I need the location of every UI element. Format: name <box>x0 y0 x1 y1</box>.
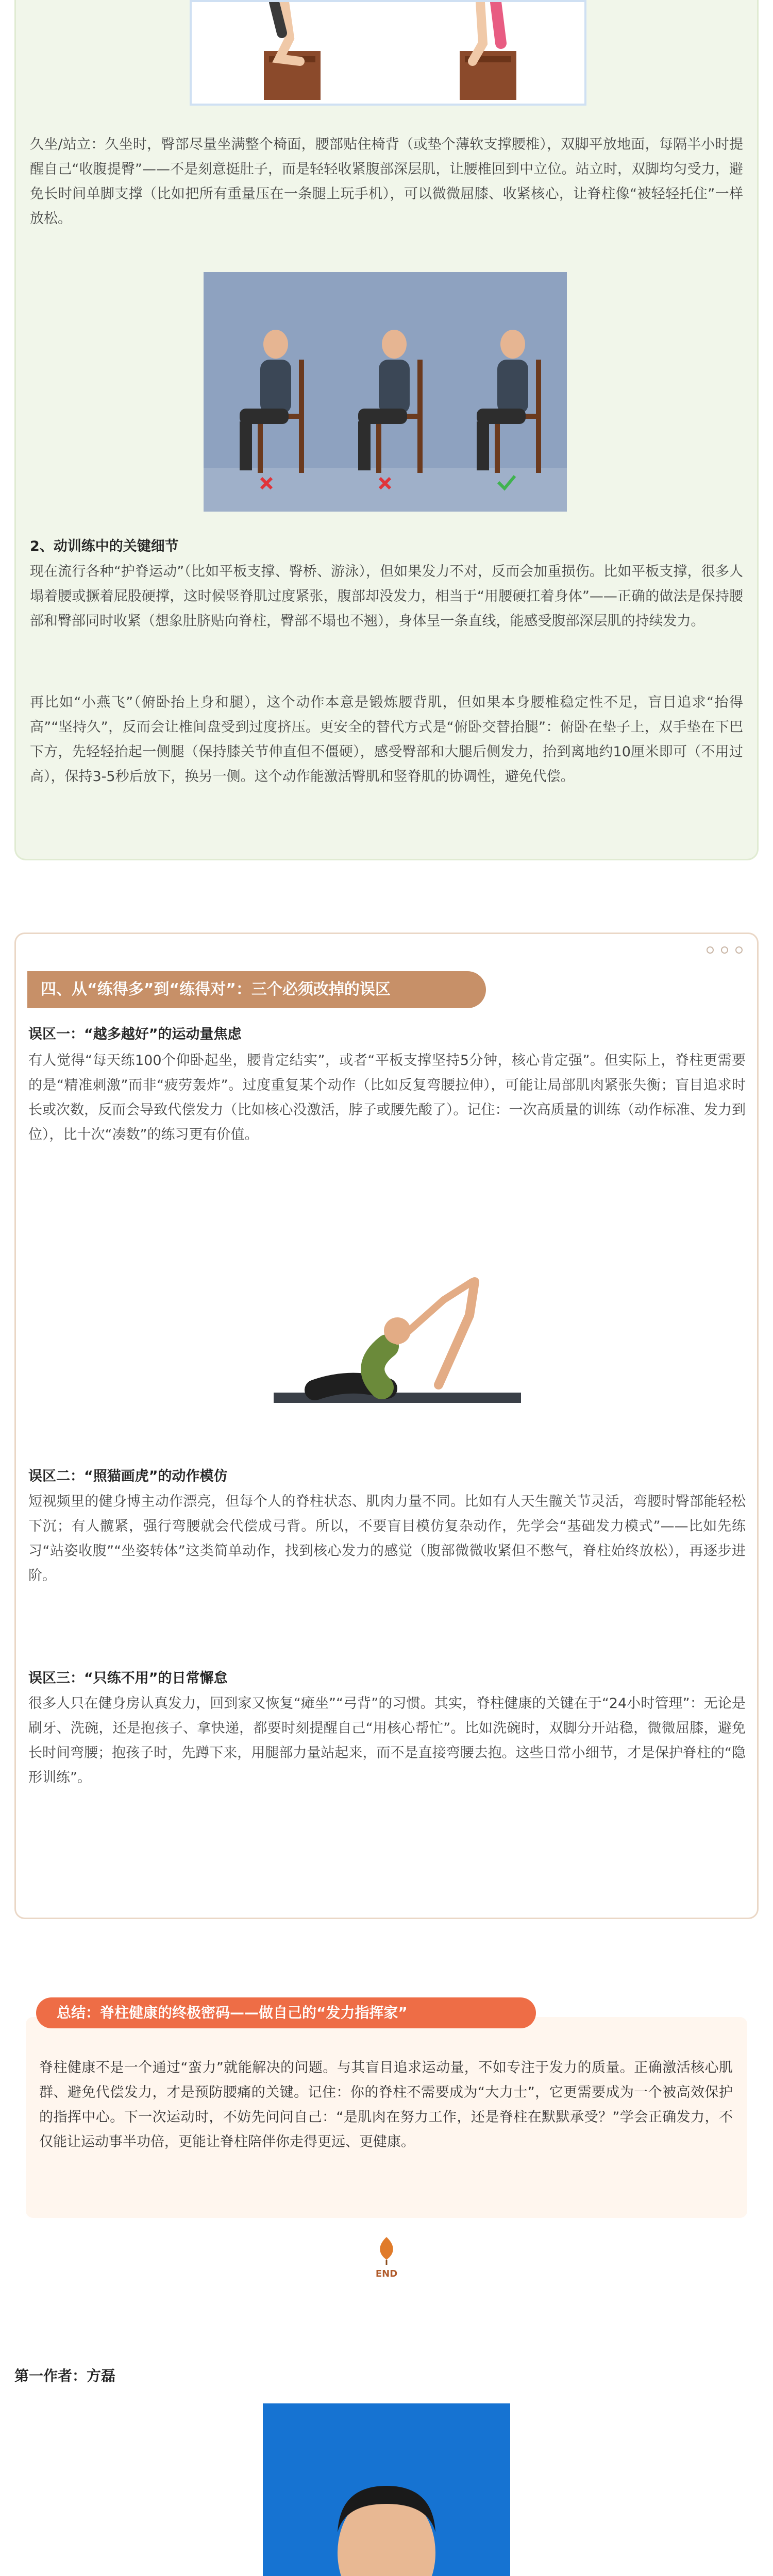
myth-two-text: 短视频里的健身博主动作漂亮，但每个人的脊柱状态、肌肉力量不同。比如有人天生髋关节灵活，弯腰时臀部能轻松下沉；有人髋紧，强行弯腰就会代偿成弓背。所以，不要盲目模仿复杂动作，先学会“基础发力模式”——比如先练习“站姿收腹”“坐姿转体”这类简单动作，找到核心发力的感觉（腹部微微收紧但不憋气，脊柱始终放松），再逐步进阶。 <box>28 1494 746 1584</box>
training-paragraph: 现在流行各种“护脊运动”（比如平板支撑、臀桥、游泳），但如果发力不对，反而会加重损伤。比如平板支撑，很多人塌着腰或撅着屁股硬撑，这时候竖脊肌过度紧张，腹部却没发力，相当于“用腰硬扛着身体”——正确的做法是保持腰部和臀部同时收紧（想象肚脐贴向脊柱，臀部不塌也不翘），身体呈一条直线，能感受腹部深层肌的持续发力。 <box>30 564 743 629</box>
myth-one-heading: 误区一：“越多越好”的运动量焦虑 <box>28 1026 242 1042</box>
author-photo <box>263 2403 510 2576</box>
swallow-paragraph: 再比如“小燕飞”（俯卧抬上身和腿），这个动作本意是锻炼腰背肌，但如果本身腰椎稳定性不足，盲目追求“抬得高”“坚持久”，反而会让椎间盘受到过度挤压。更安全的替代方式是“俯卧交替抬腿”：俯卧在垫子上，双手垫在下巴下方，先轻轻抬起一侧腿（保持膝关节伸直但不僵硬），感受臀部和大腿后侧发力，抬到离地约10厘米即可（不用过高），保持3-5秒后放下，换另一侧。这个动作能激活臀肌和竖脊肌的协调性，避免代偿。 <box>30 694 743 785</box>
dot-icon <box>721 946 728 954</box>
section-title-tag: 四、从“练得多”到“练得对”：三个必须改掉的误区 <box>27 971 486 1008</box>
dot-icon <box>707 946 714 954</box>
myth-one-text: 有人觉得“每天练100个仰卧起坐，腰肯定结实”，或者“平板支撑坚持5分钟，核心肯定强”。但实际上，脊柱更需要的是“精准刺激”而非“疲劳轰炸”。过度重复某个动作（比如反复弯腰拉伸），可能让局部肌肉紧张失衡；盲目追求时长或次数，反而会导致代偿发力（比如核心没激活，脖子或腰先酸了）。记住：一次高质量的训练（动作标准、发力到位），比十次“凑数”的练习更有价值。 <box>28 1053 746 1143</box>
stretch-pose-photo <box>232 1253 542 1413</box>
myths-section-card <box>14 933 759 1919</box>
training-details-heading: 2、动训练中的关键细节 <box>30 538 179 554</box>
author-label: 第一作者：方磊 <box>14 2367 116 2384</box>
chair-posture-photo <box>204 272 567 512</box>
end-label: END <box>375 2268 398 2279</box>
summary-text: 脊柱健康不是一个通过“蛮力”就能解决的问题。与其盲目追求运动量，不如专注于发力的质量。正确激活核心肌群、避免代偿发力，才是预防腰痛的关键。记住：你的脊柱不需要成为“大力士”，它更需要成为一个被高效保护的指挥中心。下一次运动时，不妨先问问自己：“是肌肉在努力工作，还是脊柱在默默承受？”学会正确发力，不仅能让运动事半功倍，更能让脊柱陪伴你走得更远、更健康。 <box>39 2060 733 2150</box>
summary-tag: 总结：脊柱健康的终极密码——做自己的“发力指挥家” <box>36 1997 536 2028</box>
sitting-standing-paragraph: 久坐/站立：久坐时，臀部尽量坐满整个椅面，腰部贴住椅背（或垫个薄软支撑腰椎），双脚平放地面，每隔半小时提醒自己“收腹提臀”——不是刻意挺肚子，而是轻轻收紧腹部深层肌，让腰椎回到中立位。站立时，双脚均匀受力，避免长时间单脚支撑（比如把所有重量压在一条腿上玩手机），可以微微屈膝、收紧核心，让脊柱像“被轻轻托住”一样放松。 <box>30 137 743 227</box>
myth-three-text: 很多人只在健身房认真发力，回到家又恢复“瘫坐”“弓背”的习惯。其实，脊柱健康的关键在于“24小时管理”：无论是刷牙、洗碗，还是抱孩子、拿快递，都要时刻提醒自己“用核心帮忙”。比如洗碗时，双脚分开站稳，微微屈膝，避免长时间弯腰；抱孩子时，先蹲下来，用腿部力量站起来，而不是直接弯腰去抱。这些日常小细节，才是保护脊柱的“隐形训练”。 <box>28 1696 746 1786</box>
dot-icon <box>735 946 743 954</box>
myth-two-heading: 误区二：“照猫画虎”的动作模仿 <box>28 1468 228 1484</box>
myth-three-heading: 误区三：“只练不用”的日常懈怠 <box>28 1670 228 1686</box>
sitting-posture-photo <box>190 0 586 106</box>
end-leaf-icon <box>374 2236 399 2265</box>
window-dots <box>707 946 743 954</box>
